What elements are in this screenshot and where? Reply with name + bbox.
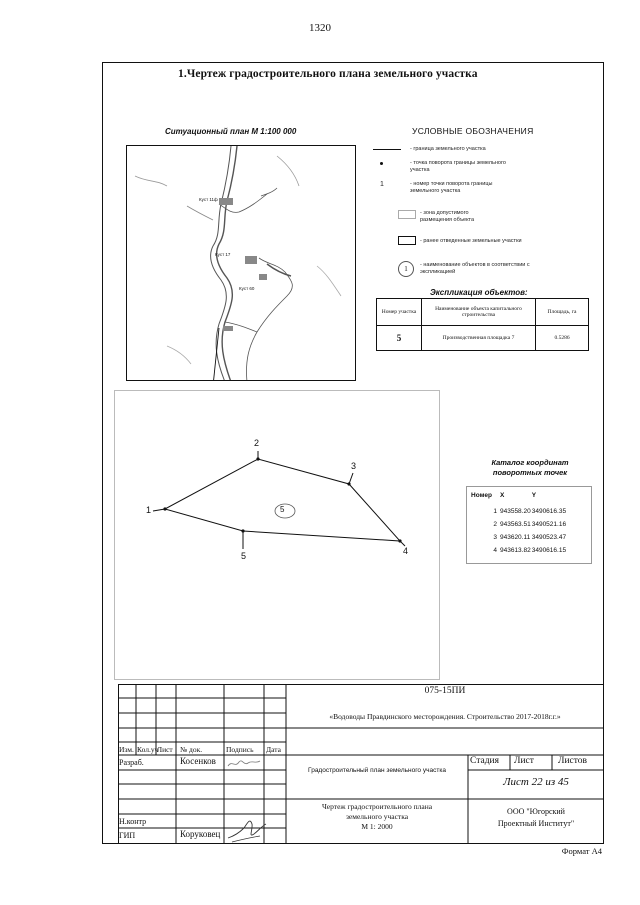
- situational-plan-title: Ситуационный план М 1:100 000: [165, 127, 297, 136]
- table-cell: 943558.20: [499, 508, 531, 515]
- sheet-label: Лист: [514, 756, 534, 766]
- table-header-row: [377, 299, 589, 326]
- signature-image: [226, 816, 270, 844]
- signer-name: Коруковец: [180, 829, 221, 839]
- column-header: Лист: [157, 745, 173, 754]
- column-header: Дата: [266, 745, 281, 754]
- table-row: [471, 544, 567, 557]
- point-label: 4: [403, 546, 409, 556]
- column-header: № док.: [180, 745, 203, 754]
- table-cell: 3490616.35: [531, 508, 567, 515]
- table-cell: 943613.82: [499, 547, 531, 554]
- table-cell: 1: [493, 508, 497, 515]
- situational-map: [126, 145, 356, 381]
- stage-label: Стадия: [470, 756, 499, 766]
- table-cell: 3490616.15: [531, 547, 567, 554]
- table-row: [377, 326, 589, 351]
- table-header: X: [499, 492, 505, 499]
- title-block: [118, 684, 604, 844]
- table-cell: 3490521.16: [531, 521, 567, 528]
- plot-label: 5: [280, 505, 285, 514]
- sheet-info: Лист 22 из 45: [503, 776, 569, 788]
- organization-line: Проектный Институт": [497, 819, 575, 828]
- legend-title: УСЛОВНЫЕ ОБОЗНАЧЕНИЯ: [412, 126, 534, 136]
- page-number: 1320: [309, 22, 331, 34]
- column-header: Изм.: [119, 745, 134, 754]
- plan-drawing-area: [114, 390, 440, 680]
- drawing-name: [286, 802, 468, 832]
- document-name: Градостроительный план земельного участка: [308, 767, 446, 774]
- object-name-symbol: 1: [398, 261, 414, 277]
- boundary-line-symbol: [373, 149, 401, 150]
- legend-item: - зона допустимого размещения объекта: [420, 210, 475, 223]
- table-header: Наименование объекта капитального строительства: [422, 299, 536, 326]
- project-name: «Водоводы Правдинского месторождения. Строительство 2017-2018г.г.»: [329, 712, 561, 721]
- table-row: [471, 505, 567, 518]
- column-header: Кол.уч: [137, 745, 159, 754]
- allowed-zone-symbol: [398, 210, 416, 219]
- table-cell: 3: [493, 534, 497, 541]
- legend-item: - номер точки поворота границы земельного участка: [410, 181, 493, 194]
- situational-map-drawing: [127, 146, 356, 381]
- explication-title: Экспликация объектов:: [430, 288, 528, 297]
- table-cell: 4: [493, 547, 497, 554]
- drawing-name-line: Чертеж градостроительного плана: [321, 802, 433, 811]
- document-code: 075-15ПИ: [424, 686, 466, 696]
- coordinate-table: [471, 492, 567, 557]
- table-cell: 5: [377, 326, 422, 351]
- table-cell: 943620.11: [499, 534, 531, 541]
- drawing-scale: М 1: 2000: [361, 822, 393, 831]
- legend-item: - граница земельного участка: [410, 146, 486, 152]
- turning-point-symbol: [380, 162, 383, 165]
- table-header-row: [471, 492, 567, 505]
- map-label: Куст 17: [215, 252, 231, 257]
- coordinate-catalog: [466, 486, 592, 564]
- organization-line: ООО "Югорский: [507, 807, 565, 816]
- explication-table: [376, 298, 589, 351]
- organization-name: [468, 806, 604, 830]
- table-cell: 2: [493, 521, 497, 528]
- role-label: Разраб.: [119, 758, 144, 767]
- column-header: Подпись: [226, 745, 254, 754]
- table-header: Номер участка: [377, 299, 422, 326]
- legend-item: - точка поворота границы земельного участка: [410, 160, 506, 173]
- point-label: 2: [254, 438, 260, 448]
- table-header: Y: [531, 492, 537, 499]
- role-label: ГИП: [119, 831, 136, 840]
- map-label: Куст 11ф: [199, 197, 218, 202]
- sheets-label: Листов: [558, 756, 588, 766]
- drawing-name-line: земельного участка: [345, 812, 409, 821]
- signer-name: Косенков: [180, 756, 216, 766]
- catalog-title: [470, 458, 590, 478]
- catalog-title-line: поворотных точек: [492, 468, 568, 477]
- map-label: Куст 60: [239, 286, 255, 291]
- point-label: 3: [351, 461, 357, 471]
- table-cell: Производственная площадка 7: [422, 326, 536, 351]
- table-cell: 943563.51: [499, 521, 531, 528]
- point-label: 5: [241, 551, 247, 561]
- table-row: [471, 518, 567, 531]
- plot-boundary-drawing: [115, 391, 441, 681]
- point-label: 1: [146, 505, 152, 515]
- catalog-title-line: Каталог координат: [491, 458, 569, 467]
- previous-plots-symbol: [398, 236, 416, 245]
- role-label: Н.контр: [119, 817, 147, 826]
- table-cell: 0.5286: [536, 326, 589, 351]
- legend-item: - наименование объектов в соответствии с экспликацией: [420, 262, 530, 275]
- table-header: Площадь, га: [536, 299, 589, 326]
- table-cell: 3490523.47: [531, 534, 567, 541]
- legend-item: - ранее отведенные земельные участки: [420, 238, 522, 244]
- point-number-symbol: 1: [380, 181, 384, 188]
- table-row: [471, 531, 567, 544]
- format-label: Формат А4: [561, 846, 602, 856]
- signature-image: [226, 756, 262, 770]
- page-title: 1.Чертеж градостроительного плана земельного участка: [178, 68, 478, 80]
- table-header: Номер: [471, 492, 492, 499]
